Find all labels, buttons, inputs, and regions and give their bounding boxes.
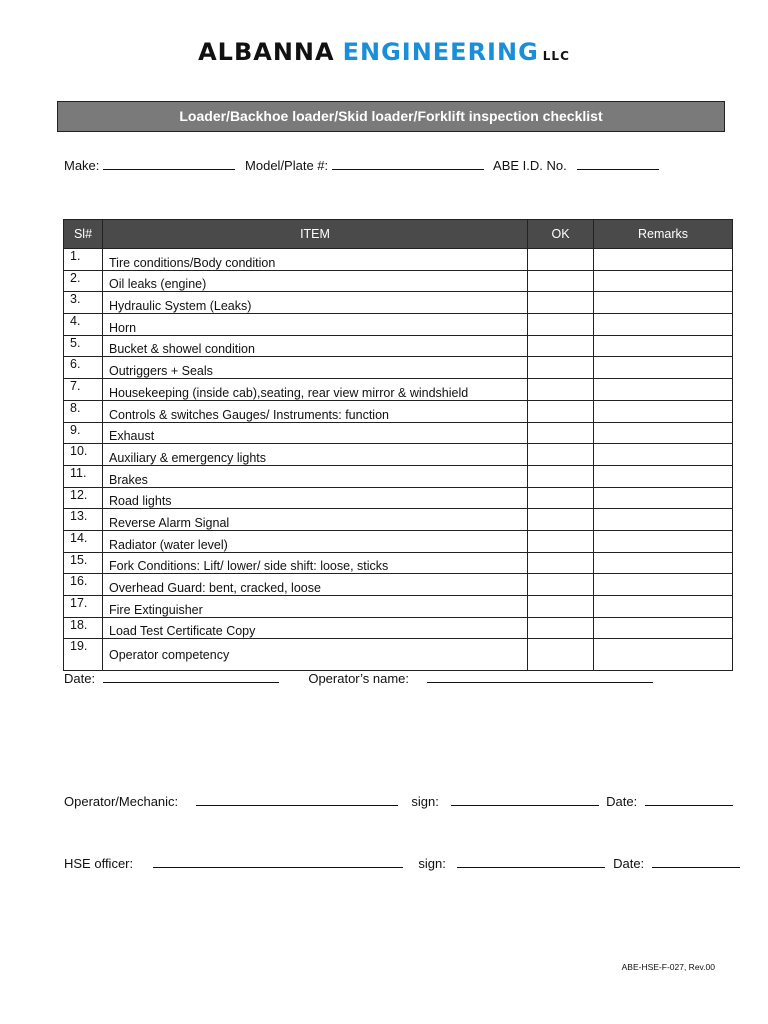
row-ok-cell[interactable] [528, 422, 594, 444]
row-remarks-cell[interactable] [594, 509, 733, 531]
row-number: 1. [64, 249, 103, 271]
row-ok-cell[interactable] [528, 292, 594, 314]
row-number: 13. [64, 509, 103, 531]
row-item: Bucket & showel condition [103, 335, 528, 357]
row-ok-cell[interactable] [528, 249, 594, 271]
operator-date-field[interactable] [645, 793, 733, 806]
row-item: Radiator (water level) [103, 530, 528, 552]
row-item: Housekeeping (inside cab),seating, rear view mirror & windshield [103, 379, 528, 401]
operator-sign-label: sign: [411, 794, 439, 809]
row-number: 7. [64, 379, 103, 401]
row-number: 10. [64, 444, 103, 466]
header-remarks: Remarks [594, 220, 733, 249]
row-ok-cell[interactable] [528, 552, 594, 574]
hse-sign-field[interactable] [457, 855, 605, 868]
row-item: Reverse Alarm Signal [103, 509, 528, 531]
table-row [64, 249, 733, 271]
row-item: Fire Extinguisher [103, 596, 528, 618]
row-ok-cell[interactable] [528, 379, 594, 401]
row-remarks-cell[interactable] [594, 444, 733, 466]
table-row [64, 335, 733, 357]
hse-date-label: Date: [613, 856, 645, 871]
row-number: 11. [64, 465, 103, 487]
row-ok-cell[interactable] [528, 596, 594, 618]
header-item: ITEM [103, 220, 528, 249]
row-item: Operator competency [103, 639, 528, 671]
table-row [64, 509, 733, 531]
row-item: Overhead Guard: bent, cracked, loose [103, 574, 528, 596]
row-remarks-cell[interactable] [594, 400, 733, 422]
row-ok-cell[interactable] [528, 270, 594, 292]
row-number: 5. [64, 335, 103, 357]
make-field[interactable] [103, 157, 235, 170]
make-label: Make: [64, 158, 100, 173]
row-remarks-cell[interactable] [594, 249, 733, 271]
hse-sign-label: sign: [418, 856, 446, 871]
table-row [64, 596, 733, 618]
operator-sign-field[interactable] [451, 793, 599, 806]
table-row [64, 444, 733, 466]
row-remarks-cell[interactable] [594, 530, 733, 552]
table-row [64, 574, 733, 596]
row-remarks-cell[interactable] [594, 574, 733, 596]
table-row [64, 400, 733, 422]
row-remarks-cell[interactable] [594, 292, 733, 314]
row-remarks-cell[interactable] [594, 617, 733, 639]
table-row [64, 530, 733, 552]
row-ok-cell[interactable] [528, 400, 594, 422]
brand-suffix: LLC [542, 49, 570, 63]
row-item: Oil leaks (engine) [103, 270, 528, 292]
model-label: Model/Plate #: [245, 158, 329, 173]
date-field[interactable] [103, 670, 279, 683]
table-row [64, 357, 733, 379]
table-row [64, 422, 733, 444]
row-item: Horn [103, 314, 528, 336]
inspection-table [63, 219, 733, 671]
table-row [64, 552, 733, 574]
row-number: 8. [64, 400, 103, 422]
brand-word-engineering: ENGINEERING [342, 38, 539, 66]
row-number: 12. [64, 487, 103, 509]
row-remarks-cell[interactable] [594, 379, 733, 401]
page-title: Loader/Backhoe loader/Skid loader/Forklift inspection checklist [57, 101, 725, 132]
hse-officer-row [64, 855, 740, 871]
row-ok-cell[interactable] [528, 465, 594, 487]
operator-mechanic-field[interactable] [196, 793, 398, 806]
brand-word-albanna: ALBANNA [198, 38, 335, 66]
row-number: 17. [64, 596, 103, 618]
table-row [64, 314, 733, 336]
table-row [64, 292, 733, 314]
row-number: 4. [64, 314, 103, 336]
row-number: 14. [64, 530, 103, 552]
date-label: Date: [64, 671, 96, 686]
row-item: Brakes [103, 465, 528, 487]
operator-name-label: Operator’s name: [308, 671, 410, 686]
form-code: ABE-HSE-F-027, Rev.00 [621, 962, 715, 972]
row-remarks-cell[interactable] [594, 357, 733, 379]
hse-date-field[interactable] [652, 855, 740, 868]
table-row [64, 379, 733, 401]
row-item: Fork Conditions: Lift/ lower/ side shift: loose, sticks [103, 552, 528, 574]
operator-mechanic-label: Operator/Mechanic: [64, 794, 179, 809]
row-number: 2. [64, 270, 103, 292]
row-item: Outriggers + Seals [103, 357, 528, 379]
table-row [64, 270, 733, 292]
table-row [64, 617, 733, 639]
row-remarks-cell[interactable] [594, 314, 733, 336]
row-remarks-cell[interactable] [594, 335, 733, 357]
row-ok-cell[interactable] [528, 639, 594, 671]
row-ok-cell[interactable] [528, 617, 594, 639]
row-number: 3. [64, 292, 103, 314]
row-ok-cell[interactable] [528, 487, 594, 509]
row-remarks-cell[interactable] [594, 422, 733, 444]
operator-name-field[interactable] [427, 670, 653, 683]
row-remarks-cell[interactable] [594, 270, 733, 292]
row-ok-cell[interactable] [528, 357, 594, 379]
row-item: Road lights [103, 487, 528, 509]
row-ok-cell[interactable] [528, 314, 594, 336]
row-item: Tire conditions/Body condition [103, 249, 528, 271]
row-number: 16. [64, 574, 103, 596]
row-remarks-cell[interactable] [594, 465, 733, 487]
header-ok: OK [528, 220, 594, 249]
abe-id-field[interactable] [577, 157, 659, 170]
vehicle-fields-row [64, 157, 665, 173]
row-item: Auxiliary & emergency lights [103, 444, 528, 466]
row-remarks-cell[interactable] [594, 596, 733, 618]
header-sl: Sl# [64, 220, 103, 249]
table-row [64, 465, 733, 487]
row-number: 19. [64, 639, 103, 671]
row-ok-cell[interactable] [528, 509, 594, 531]
date-operator-row [64, 670, 653, 686]
table-row [64, 639, 733, 671]
hse-officer-field[interactable] [153, 855, 403, 868]
row-item: Exhaust [103, 422, 528, 444]
row-number: 18. [64, 617, 103, 639]
table-header-row [64, 220, 733, 249]
row-number: 15. [64, 552, 103, 574]
row-ok-cell[interactable] [528, 574, 594, 596]
operator-mechanic-row [64, 793, 733, 809]
table-row [64, 487, 733, 509]
abe-id-label: ABE I.D. No. [493, 158, 567, 173]
hse-officer-label: HSE officer: [64, 856, 134, 871]
row-item: Controls & switches Gauges/ Instruments: function [103, 400, 528, 422]
row-item: Load Test Certificate Copy [103, 617, 528, 639]
row-ok-cell[interactable] [528, 530, 594, 552]
row-remarks-cell[interactable] [594, 639, 733, 671]
row-number: 9. [64, 422, 103, 444]
row-item: Hydraulic System (Leaks) [103, 292, 528, 314]
company-logo [0, 38, 768, 66]
row-number: 6. [64, 357, 103, 379]
model-plate-field[interactable] [332, 157, 484, 170]
row-ok-cell[interactable] [528, 444, 594, 466]
row-remarks-cell[interactable] [594, 552, 733, 574]
row-ok-cell[interactable] [528, 335, 594, 357]
operator-date-label: Date: [606, 794, 638, 809]
row-remarks-cell[interactable] [594, 487, 733, 509]
